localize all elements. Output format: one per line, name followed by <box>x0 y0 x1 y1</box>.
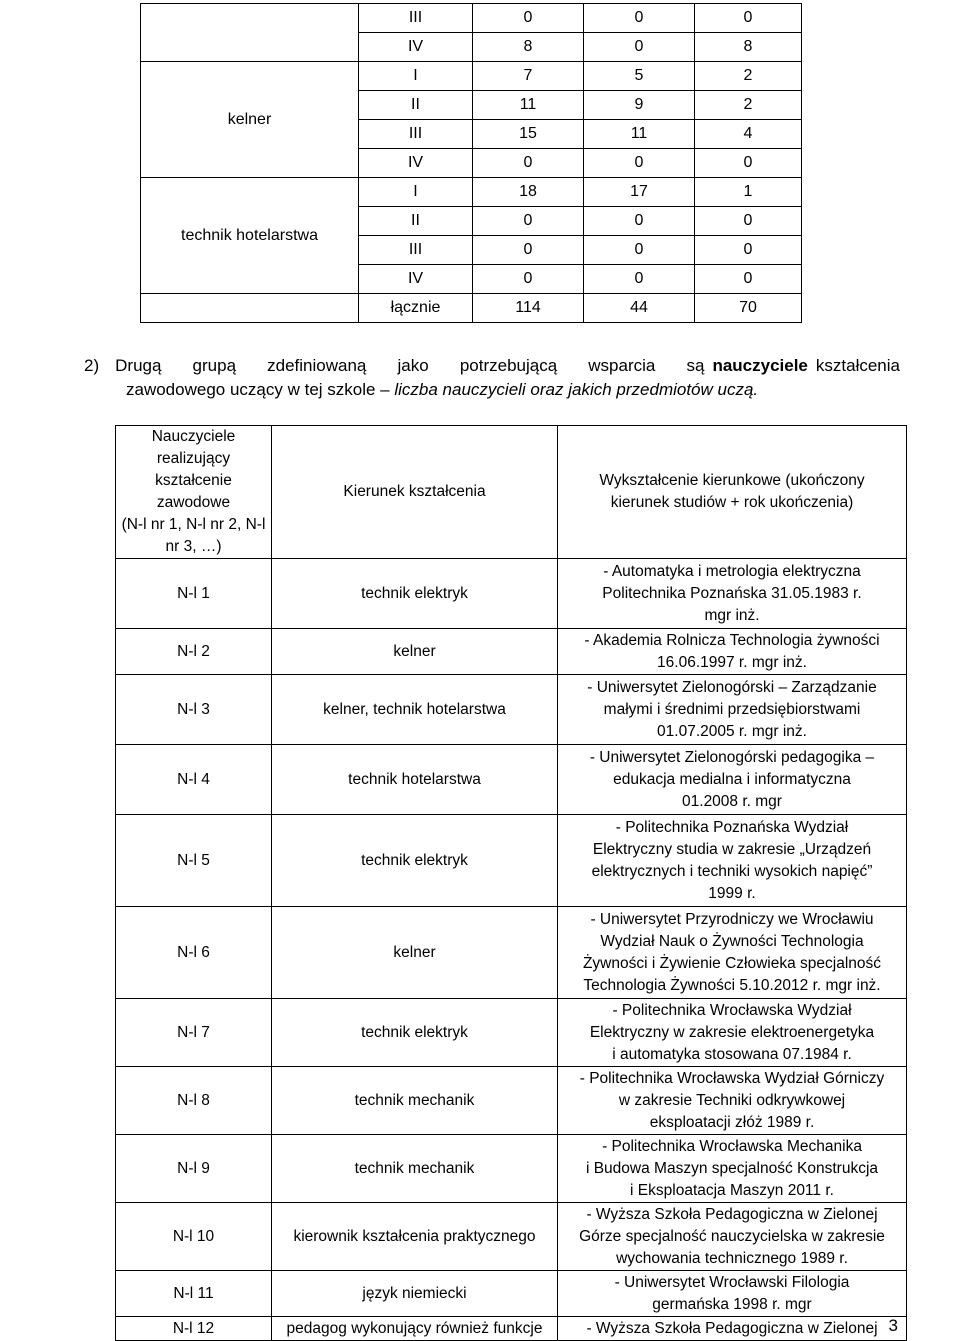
education-line: edukacja medialna i informatyczna <box>613 770 851 788</box>
paragraph-text-1: Drugą grupą zdefiniowaną jako potrzebującą wsparcia są <box>115 356 705 375</box>
education-line: - Uniwersytet Wrocławski Filologia <box>614 1273 850 1291</box>
teacher-cell: N-l 12 <box>116 1317 272 1341</box>
teacher-row <box>116 629 907 675</box>
teachers-table-header <box>116 426 907 559</box>
field-cell: technik elektryk <box>272 999 558 1067</box>
value-cell: 11 <box>473 91 584 120</box>
year-cell: IV <box>359 33 473 62</box>
education-line: małymi i średnimi przedsiębiorstwami <box>603 700 861 718</box>
education-line: - Politechnika Wrocławska Wydział Górniczy <box>579 1069 885 1087</box>
education-line: - Politechnika Poznańska Wydział <box>615 818 849 836</box>
value-cell: 11 <box>584 120 695 149</box>
header-teachers-line-2: zawodowe <box>156 494 231 511</box>
paragraph-teachers <box>84 354 900 402</box>
education-line: 1999 r. <box>708 884 756 902</box>
value-cell: 0 <box>695 207 802 236</box>
education-line: Górze specjalność nauczycielska w zakresie <box>579 1227 885 1245</box>
education-line: Technologia Żywności 5.10.2012 r. mgr inż. <box>583 976 881 994</box>
education-line: 01.07.2005 r. mgr inż. <box>657 722 807 740</box>
education-cell <box>558 1067 907 1135</box>
field-cell <box>141 4 359 62</box>
year-cell: III <box>359 236 473 265</box>
education-line: - Uniwersytet Przyrodniczy we Wrocławiu <box>590 910 874 928</box>
value-cell: 0 <box>584 207 695 236</box>
teacher-cell: N-l 10 <box>116 1203 272 1271</box>
education-line: Elektryczny studia w zakresie „Urządzeń <box>592 840 872 858</box>
paragraph-italic: liczba nauczycieli oraz jakich przedmiotów uczą. <box>394 380 759 399</box>
year-cell: IV <box>359 265 473 294</box>
value-cell: 0 <box>473 236 584 265</box>
education-cell <box>558 629 907 675</box>
field-cell: kelner, technik hotelarstwa <box>272 675 558 745</box>
value-cell: 0 <box>584 149 695 178</box>
value-cell: 0 <box>695 149 802 178</box>
education-line: - Wyższa Szkoła Pedagogiczna w Zielonej <box>586 1205 878 1223</box>
field-cell: kelner <box>272 907 558 999</box>
year-cell: II <box>359 207 473 236</box>
field-cell: technik hotelarstwa <box>272 745 558 815</box>
education-cell <box>558 815 907 907</box>
value-cell: 0 <box>584 4 695 33</box>
teacher-cell: N-l 1 <box>116 559 272 629</box>
value-cell: 0 <box>473 149 584 178</box>
teacher-cell: N-l 6 <box>116 907 272 999</box>
value-cell: 0 <box>584 265 695 294</box>
header-education <box>558 426 907 559</box>
teacher-cell: N-l 2 <box>116 629 272 675</box>
teacher-row <box>116 1203 907 1271</box>
education-line: 16.06.1997 r. mgr inż. <box>657 653 807 671</box>
education-cell <box>558 1135 907 1203</box>
empty-cell <box>141 294 359 323</box>
education-line: Politechnika Poznańska 31.05.1983 r. <box>602 584 862 602</box>
teacher-cell: N-l 4 <box>116 745 272 815</box>
header-teachers-line-1: Nauczyciele realizujący kształcenie <box>151 428 236 489</box>
year-cell: I <box>359 178 473 207</box>
education-line: - Uniwersytet Zielonogórski pedagogika – <box>589 748 875 766</box>
value-cell: 0 <box>584 236 695 265</box>
value-cell: 8 <box>695 33 802 62</box>
field-cell: kierownik kształcenia praktycznego <box>272 1203 558 1271</box>
header-teachers <box>116 426 272 559</box>
value-cell: 4 <box>695 120 802 149</box>
education-line: Wydział Nauk o Żywności Technologia <box>600 932 864 950</box>
field-cell: technik mechanik <box>272 1135 558 1203</box>
teacher-cell: N-l 9 <box>116 1135 272 1203</box>
paragraph-text-2: kształcenia <box>815 356 900 375</box>
education-cell <box>558 999 907 1067</box>
education-cell <box>558 675 907 745</box>
value-cell: 18 <box>473 178 584 207</box>
value-cell: 5 <box>584 62 695 91</box>
field-cell: język niemiecki <box>272 1271 558 1317</box>
teacher-row <box>116 1271 907 1317</box>
education-cell <box>558 559 907 629</box>
field-cell: kelner <box>141 62 359 178</box>
value-cell: 0 <box>695 236 802 265</box>
education-line: Żywności i Żywienie Człowieka specjalność <box>582 954 882 972</box>
education-line: - Politechnika Wrocławska Mechanika <box>602 1137 862 1155</box>
teachers-table <box>115 425 907 1341</box>
header-education-line-2: kierunek studiów + rok ukończenia) <box>610 494 854 511</box>
education-line: - Wyższa Szkoła Pedagogiczna w Zielonej <box>586 1319 878 1337</box>
value-cell: 2 <box>695 91 802 120</box>
table-row <box>141 178 802 207</box>
paragraph-number: 2) <box>84 356 100 375</box>
education-line: germańska 1998 r. mgr <box>652 1295 812 1313</box>
education-line: i Eksploatacja Maszyn 2011 r. <box>630 1181 834 1199</box>
value-cell: 0 <box>473 265 584 294</box>
field-cell: technik elektryk <box>272 559 558 629</box>
value-cell: 9 <box>584 91 695 120</box>
year-cell: I <box>359 62 473 91</box>
teacher-row <box>116 907 907 999</box>
total-value: 44 <box>584 294 695 323</box>
teacher-row <box>116 559 907 629</box>
teacher-row <box>116 745 907 815</box>
education-cell <box>558 1271 907 1317</box>
value-cell: 8 <box>473 33 584 62</box>
teacher-cell: N-l 8 <box>116 1067 272 1135</box>
education-line: i automatyka stosowana 07.1984 r. <box>612 1045 852 1063</box>
value-cell: 0 <box>695 265 802 294</box>
year-cell: IV <box>359 149 473 178</box>
teacher-row <box>116 1135 907 1203</box>
students-table <box>140 3 802 323</box>
value-cell: 0 <box>695 4 802 33</box>
education-line: - Automatyka i metrologia elektryczna <box>603 562 861 580</box>
teacher-cell: N-l 5 <box>116 815 272 907</box>
education-cell <box>558 745 907 815</box>
table-row <box>141 4 802 33</box>
total-label: łącznie <box>359 294 473 323</box>
education-line: 01.2008 r. mgr <box>682 792 782 810</box>
field-cell: kelner <box>272 629 558 675</box>
field-cell: technik hotelarstwa <box>141 178 359 294</box>
field-cell: technik mechanik <box>272 1067 558 1135</box>
header-field <box>272 426 558 559</box>
header-teachers-line-3: (N-l nr 1, N-l nr 2, N-l nr 3, …) <box>121 516 266 555</box>
teacher-row <box>116 999 907 1067</box>
education-cell <box>558 907 907 999</box>
education-line: - Uniwersytet Zielonogórski – Zarządzanie <box>587 678 877 696</box>
teacher-cell: N-l 11 <box>116 1271 272 1317</box>
education-cell <box>558 1203 907 1271</box>
paragraph-bold: nauczyciele <box>712 356 808 375</box>
value-cell: 0 <box>584 33 695 62</box>
year-cell: III <box>359 4 473 33</box>
education-line: elektrycznych i techniki wysokich napięć” <box>591 862 873 880</box>
value-cell: 17 <box>584 178 695 207</box>
education-line: w zakresie Techniki odkrywkowej <box>618 1091 846 1109</box>
education-line: wychowania technicznego 1989 r. <box>616 1249 848 1267</box>
education-line: - Politechnika Wrocławska Wydział <box>612 1001 852 1019</box>
total-row <box>141 294 802 323</box>
education-line: i Budowa Maszyn specjalność Konstrukcja <box>585 1159 879 1177</box>
total-value: 70 <box>695 294 802 323</box>
education-line: Elektryczny w zakresie elektroenergetyka <box>589 1023 875 1041</box>
field-cell: technik elektryk <box>272 815 558 907</box>
teacher-row <box>116 1067 907 1135</box>
value-cell: 15 <box>473 120 584 149</box>
education-line: mgr inż. <box>704 606 760 624</box>
value-cell: 7 <box>473 62 584 91</box>
page-number: 3 <box>888 1316 898 1335</box>
table-row <box>141 62 802 91</box>
education-line: - Akademia Rolnicza Technologia żywności <box>584 631 880 649</box>
year-cell: II <box>359 91 473 120</box>
value-cell: 0 <box>473 207 584 236</box>
paragraph-text-3: zawodowego uczący w tej szkole – <box>126 380 390 399</box>
teacher-cell: N-l 3 <box>116 675 272 745</box>
header-education-line-1: Wykształcenie kierunkowe (ukończony <box>599 472 865 489</box>
field-cell: pedagog wykonujący również funkcje <box>272 1317 558 1341</box>
teacher-row <box>116 815 907 907</box>
header-field-label: Kierunek kształcenia <box>343 483 486 500</box>
value-cell: 1 <box>695 178 802 207</box>
teacher-row <box>116 675 907 745</box>
total-value: 114 <box>473 294 584 323</box>
year-cell: III <box>359 120 473 149</box>
value-cell: 0 <box>473 4 584 33</box>
value-cell: 2 <box>695 62 802 91</box>
teacher-cell: N-l 7 <box>116 999 272 1067</box>
education-line: eksploatacji złóż 1989 r. <box>649 1113 815 1131</box>
